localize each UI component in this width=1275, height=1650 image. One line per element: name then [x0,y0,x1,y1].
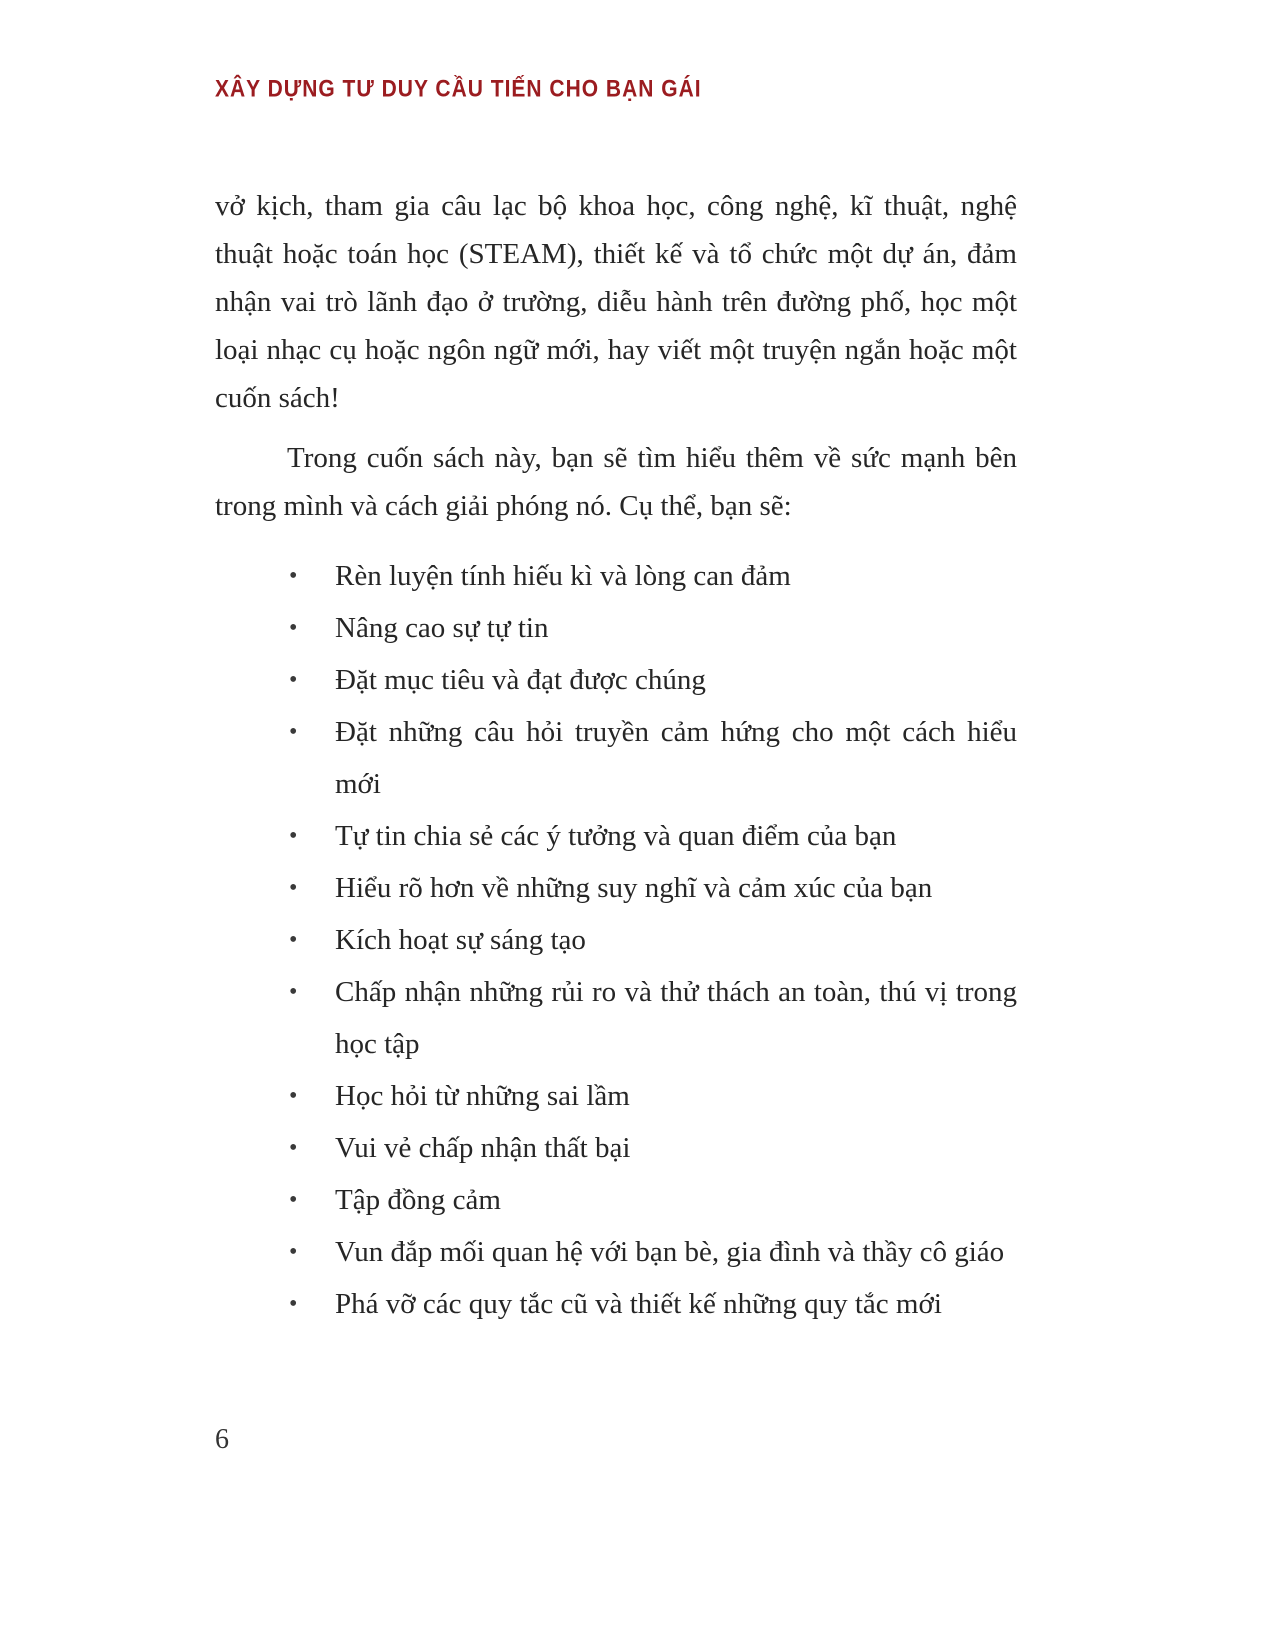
list-item-text: Tập đồng cảm [335,1184,501,1216]
list-item [215,1278,1017,1330]
bullet-dot-icon: • [289,927,298,953]
list-item-text: Học hỏi từ những sai lầm [335,1080,630,1112]
bullet-dot-icon: • [289,979,298,1005]
list-item-text: Hiểu rõ hơn về những suy nghĩ và cảm xúc của bạn [335,872,933,904]
list-item-text: Phá vỡ các quy tắc cũ và thiết kế những quy tắc mới [335,1288,942,1320]
list-item [215,914,1017,966]
list-item-text: Rèn luyện tính hiếu kì và lòng can đảm [335,560,791,592]
list-item [215,706,1017,810]
list-item [215,810,1017,862]
bullet-dot-icon: • [289,1187,298,1213]
list-item [215,1226,1017,1278]
page-content [215,182,1017,1330]
list-item [215,862,1017,914]
running-header: XÂY DỰNG TƯ DUY CẦU TIẾN CHO BẠN GÁI [215,76,702,103]
list-item [215,966,1017,1070]
bullet-list [215,550,1017,1330]
bullet-dot-icon: • [289,719,298,745]
list-item [215,550,1017,602]
bullet-dot-icon: • [289,1083,298,1109]
paragraph: Trong cuốn sách này, bạn sẽ tìm hiểu thêm về sức mạnh bên trong mình và cách giải phóng nó. Cụ thể, bạn sẽ: [215,442,1017,522]
bullet-dot-icon: • [289,667,298,693]
bullet-dot-icon: • [289,1291,298,1317]
list-item-text: Tự tin chia sẻ các ý tưởng và quan điểm của bạn [335,820,897,852]
list-item-text: Chấp nhận những rủi ro và thử thách an toàn, thú vị trong học tập [335,976,1017,1060]
list-item-text: Vui vẻ chấp nhận thất bại [335,1132,631,1164]
list-item [215,602,1017,654]
paragraph: vở kịch, tham gia câu lạc bộ khoa học, công nghệ, kĩ thuật, nghệ thuật hoặc toán học (STEAM), thiết kế và tổ chức một dự án, đảm nhận vai trò lãnh đạo ở trường, diễu hành trên đường phố, học một loại nhạc cụ hoặc ngôn ngữ mới, hay viết một truyện ngắn hoặc một cuốn sách! [215,190,1017,414]
list-item [215,1122,1017,1174]
list-item [215,654,1017,706]
list-item-text: Đặt mục tiêu và đạt được chúng [335,664,706,696]
list-item-text: Kích hoạt sự sáng tạo [335,924,586,956]
list-item-text: Đặt những câu hỏi truyền cảm hứng cho một cách hiểu mới [335,716,1017,800]
list-item [215,1174,1017,1226]
bullet-dot-icon: • [289,563,298,589]
page-number: 6 [215,1424,229,1455]
list-item-text: Vun đắp mối quan hệ với bạn bè, gia đình và thầy cô giáo [335,1236,1005,1268]
list-item [215,1070,1017,1122]
bullet-dot-icon: • [289,615,298,641]
bullet-dot-icon: • [289,875,298,901]
bullet-dot-icon: • [289,823,298,849]
list-item-text: Nâng cao sự tự tin [335,612,549,644]
bullet-dot-icon: • [289,1239,298,1265]
bullet-dot-icon: • [289,1135,298,1161]
